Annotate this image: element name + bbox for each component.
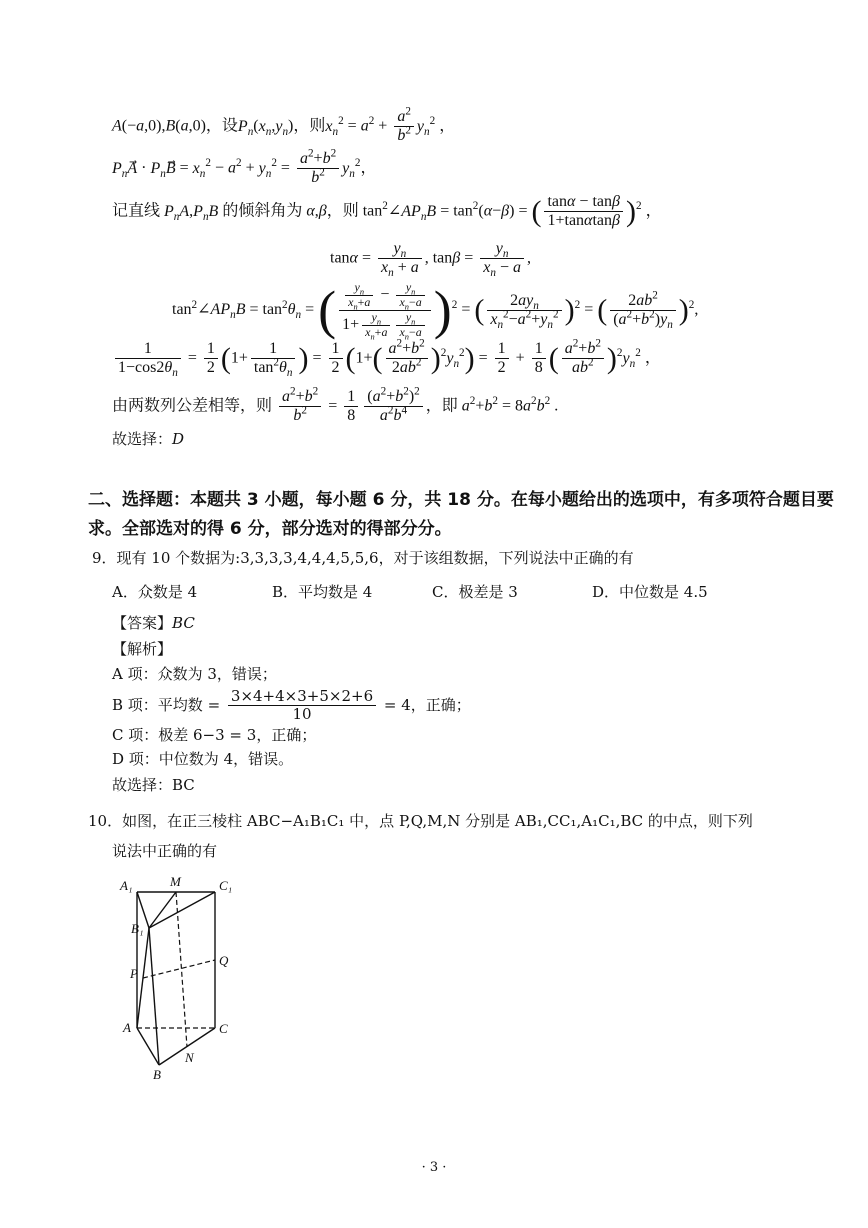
section2-title-line2: 求。全部选对的得 6 分，部分选对的得部分分。 [88,519,452,539]
text-comma: ， [360,159,377,177]
q9-option-c: C．极差是 3 [432,583,518,601]
text-line3-mid: 的倾斜角为 [222,202,303,220]
line-b-post: = 4，正确； [383,695,471,714]
edge-a-b [137,1028,159,1065]
solution8-conclusion [112,430,184,448]
q9-line-c: C 项：极差 6−3 = 3，正确； [112,726,317,744]
solution-line-6: $\frac{1}{1-\cos 2\theta_n}$ = $\frac{1}{2}$ (1+ $\frac{1}{\tan^2\theta_n}$ ) = $\frac{1}{2}$ (1+( $\frac{a^2+b^2}{2ab^2}$ )$^2y_n^2$) = $\frac{1}{2}$ + $\frac{1}{8}$ ( $\frac{a^2+b^2}{ab^2}$ )$^2y_n^2$ ， [112,340,661,378]
label-b: B [153,1067,161,1082]
q9-answer [112,614,195,632]
q9-option-a: A．众数是 4 [112,583,198,601]
q9-conclusion: 故选择：BC [112,776,195,794]
label-c1: C₁ [219,878,233,893]
line-b-numerator: 3×4+4×3+5×2+6 [228,688,376,706]
label-a1: A₁ [120,878,133,893]
label-q: Q [219,953,229,968]
label-c: C [219,1021,228,1036]
section2-title-line1: 二、选择题：本题共 3 小题，每小题 6 分，共 18 分。在每小题给出的选项中，有多项符合题目要 [88,490,834,510]
q9-stem: 9．现有 10 个数据为:3,3,3,3,4,4,4,5,5,6，对于该组数据，下列说法中正确的有 [92,549,634,567]
solution-line-2: $P_nA⃗$ · $P_nB⃗ = x_n^2 - a^2 + y_n^2$ = $\frac{a^2+b^2}{b^2}$ $y_n^2$， [112,147,377,187]
q9-line-d: D 项：中位数为 4，错误。 [112,750,294,768]
line-b-pre: B 项：平均数 [112,695,203,714]
text-line3-then: ，则 [326,202,359,220]
q9-line-a: A 项：众数为 3，错误； [112,665,277,683]
label-m: M [170,874,181,889]
answer-label: 【答案】 [112,614,173,632]
edge-b1-b [149,928,159,1065]
hidden-segment-p-q [143,960,215,978]
label-a: A [123,1020,131,1035]
conclusion-label: 故选择： [112,430,173,448]
text-set: ，设 [205,117,238,135]
page-number: · 3 · [421,1160,447,1175]
answer-letter: D [172,430,185,448]
solution-line-4: tanα = $\frac{y_n}{x_n + a}$ , tanβ = $\frac{y_n}{x_n - a}$ , [330,240,531,280]
solution-line-3: 记直线 $P_nA,P_nB$ 的倾斜角为 α,β，则 $\tan^2\angle AP_nB = \tan^2(\alpha-\beta)$ = ( $\frac{\tan\alpha - \tan\beta}{1+\tan\alpha\tan\beta}$ )$^2$ ， [112,193,662,230]
q9-line-b: B 项：平均数 = $\frac{3\times 4+4\times 3+5\times 2+6}{10}$ = 4，正确； [112,687,471,724]
text-line8-mid: ，即 [425,397,458,415]
answer-value: BC [172,614,195,632]
edge-b1-c1 [149,892,215,928]
q9-analysis-label: 【解析】 [112,640,173,658]
solution-line-8: 由两数列公差相等，则 $\frac{a^2+b^2}{b^2}$ = $\frac{1}{8}$ $\frac{(a^2+b^2)^2}{a^2b^4}$ ，即 $a^2+b^2 = 8a^2b^2$ . [112,385,559,425]
q9-option-d: D．中位数是 4.5 [592,583,708,601]
text-line8-pre: 由两数列公差相等，则 [112,397,273,415]
segment-m-b1 [149,892,176,928]
label-b1: B₁ [131,921,144,936]
q10-stem-line1: 10．如图，在正三棱柱 ABC−A₁B₁C₁ 中，点 P,Q,M,N 分别是 AB₁,CC₁,A₁C₁,BC 的中点，则下列 [88,812,753,830]
text-line3-pre: 记直线 [112,202,161,220]
label-n: N [185,1050,194,1065]
prism-figure [112,870,252,1085]
solution-line-1: A(−a,0),B(a,0)，设$P_n(x_n,y_n)$，则$x_n^2 = a^2$ + $\frac{a^2}{b^2}$ $y_n^2$ ， [112,105,456,145]
solution-line-5: $\tan^2\angle AP_nB = \tan^2\theta_n$ = ( $\frac{y_n}{x_n+a}$ − $\frac{y_n}{x_n-a}$ 1+ $\frac{y_n}{x_n+a}$ $\frac{y_n}{x_n-a}$ )$^2$ = ( $\frac{2ay_n}{x_n^2-a^2+y_n^2}$ )$^2$ = ( $\frac{2ab^2}{(a^2+b^2)y_n}$ )$^2$, [172,280,699,342]
text-then: ，则 [293,117,326,135]
q9-option-b: B．平均数是 4 [272,583,373,601]
q10-stem-line2: 说法中正确的有 [112,842,218,860]
label-p: P [130,966,138,981]
line-b-denominator: 10 [292,705,312,724]
